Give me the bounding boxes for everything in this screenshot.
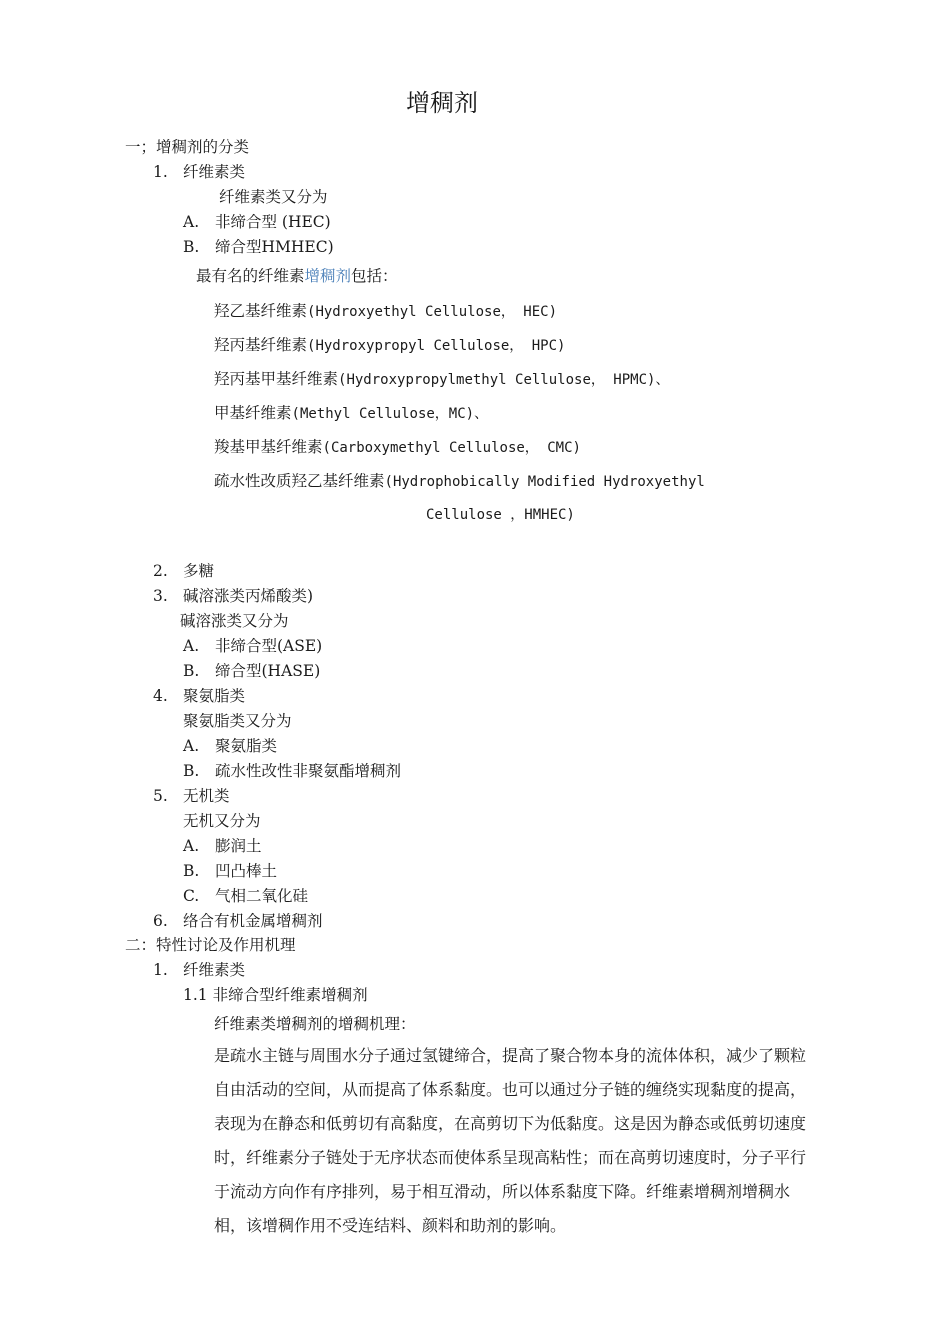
list-item-label: 气相二氧化硅 [215, 887, 309, 905]
section-heading: 一；增稠剂的分类 [125, 138, 250, 156]
list-item-label: 络合有机金属增稠剂 [183, 912, 323, 930]
list-number: 1. [153, 961, 168, 979]
list-item-label: 缔合型HMHEC) [215, 238, 334, 256]
cellulose-cn: 甲基纤维素 [214, 404, 292, 422]
paragraph-line: 自由活动的空间，从而提高了体系黏度。也可以通过分子链的缠绕实现黏度的提高， [214, 1080, 807, 1099]
list-item-label: 碱溶涨类丙烯酸类) [183, 587, 314, 605]
cellulose-entry [214, 403, 488, 424]
page-title: 增稠剂 [406, 89, 478, 117]
sub-heading: 纤维素类又分为 [219, 188, 328, 206]
cellulose-entry [214, 437, 581, 458]
list-letter: A. [183, 737, 200, 755]
cellulose-cn: 疏水性改质羟乙基纤维素 [214, 472, 385, 490]
list-item-label: 非缔合型 (HEC) [215, 213, 331, 231]
list-number: 5. [153, 787, 168, 805]
cellulose-en-continued: Cellulose ，HMHEC) [426, 507, 575, 523]
list-item-label: 疏水性改性非聚氨酯增稠剂 [215, 762, 402, 780]
list-letter: B. [183, 862, 200, 880]
cellulose-en: (Hydroxypropyl Cellulose， HPC) [307, 338, 566, 354]
list-item-label: 膨润土 [215, 837, 262, 855]
cellulose-cn: 羧基甲基纤维素 [214, 438, 323, 456]
list-item-label: 非缔合型(ASE) [215, 637, 323, 655]
list-letter: A. [183, 213, 200, 231]
list-item-label: 缔合型(HASE) [215, 662, 321, 680]
paragraph-line: 是疏水主链与周围水分子通过氢键缔合，提高了聚合物本身的流体体积，减少了颗粒 [214, 1046, 807, 1065]
cellulose-cn: 羟乙基纤维素 [214, 302, 308, 320]
list-item-label: 纤维素类 [183, 163, 246, 181]
cellulose-en: (Hydroxyethyl Cellulose， HEC) [307, 304, 558, 320]
cellulose-cn: 羟丙基纤维素 [214, 336, 308, 354]
list-number: 3. [153, 587, 168, 605]
list-item-label: 凹凸棒土 [215, 862, 278, 880]
paragraph-line: 于流动方向作有序排列，易于相互滑动，所以体系黏度下降。纤维素增稠剂增稠水 [214, 1182, 791, 1201]
mechanism-title: 纤维素类增稠剂的增稠机理： [214, 1015, 416, 1033]
cellulose-entry [214, 301, 557, 322]
cellulose-en: (Hydrophobically Modified Hydroxyethyl [384, 474, 705, 490]
famous-cellulose-line [196, 266, 398, 286]
list-letter: B. [183, 662, 200, 680]
cellulose-en: (Carboxymethyl Cellulose， CMC) [322, 440, 581, 456]
list-number: 4. [153, 687, 168, 705]
paragraph-line: 表现为在静态和低剪切有高黏度，在高剪切下为低黏度。这是因为静态或低剪切速度 [214, 1114, 807, 1133]
paragraph-line: 相，该增稠作用不受连结料、颜料和助剂的影响。 [214, 1216, 567, 1235]
list-letter: B. [183, 762, 200, 780]
sub-section-heading: 1.1 非缔合型纤维素增稠剂 [183, 986, 368, 1004]
list-item-label: 无机类 [183, 787, 230, 805]
text: 最有名的纤维素 [196, 267, 305, 285]
cellulose-en: (Methyl Cellulose，MC)、 [291, 406, 489, 422]
sub-heading: 碱溶涨类又分为 [180, 612, 289, 630]
list-letter: A. [183, 837, 200, 855]
cellulose-cn: 羟丙基甲基纤维素 [214, 370, 339, 388]
list-letter: A. [183, 637, 200, 655]
list-item-label: 多糖 [183, 562, 215, 580]
list-letter: B. [183, 238, 200, 256]
cellulose-en: (Hydroxypropylmethyl Cellulose， HPMC)、 [338, 372, 670, 388]
list-letter: C. [183, 887, 200, 905]
thickener-link[interactable]: 增稠剂 [304, 267, 352, 285]
paragraph-line: 时，纤维素分子链处于无序状态而使体系呈现高粘性；而在高剪切速度时，分子平行 [214, 1148, 807, 1167]
list-item-label: 聚氨脂类 [215, 737, 278, 755]
cellulose-entry [214, 335, 565, 356]
list-number: 1. [153, 163, 168, 181]
sub-heading: 聚氨脂类又分为 [183, 712, 292, 730]
list-number: 6. [153, 912, 168, 930]
list-item-label: 聚氨脂类 [183, 687, 246, 705]
cellulose-entry [214, 471, 705, 492]
list-item-label: 纤维素类 [183, 961, 246, 979]
cellulose-entry [214, 369, 669, 390]
list-number: 2. [153, 562, 168, 580]
text: 包括： [351, 267, 398, 285]
section-heading: 二：特性讨论及作用机理 [125, 936, 296, 954]
sub-heading: 无机又分为 [183, 812, 261, 830]
